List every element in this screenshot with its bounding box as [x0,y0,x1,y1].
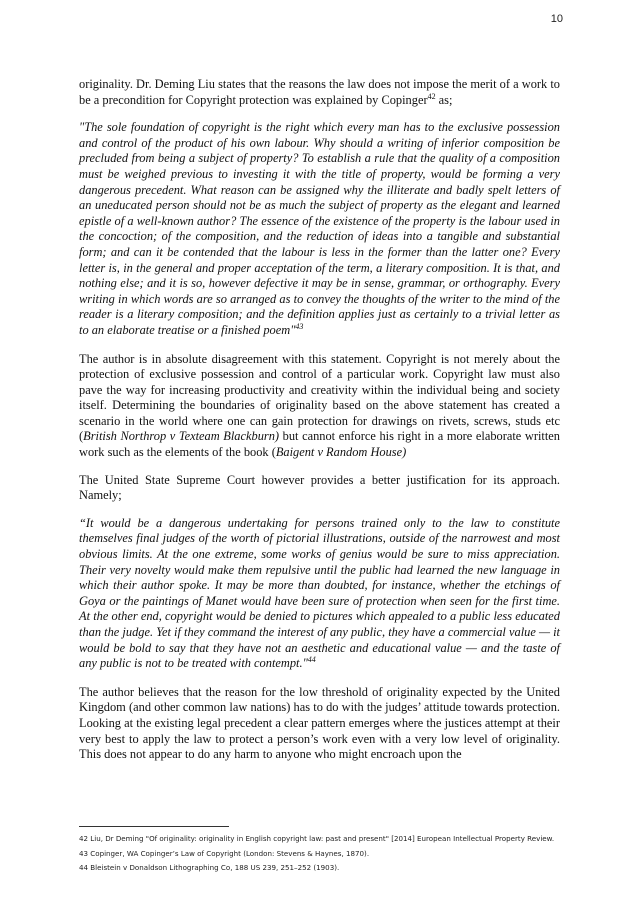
paragraph-intro [79,77,560,108]
footnote-42: 42 Liu, Dr Deming "Of originality: originality in English copyright law: past and present" [2014] European Intellectual Property Review. [79,834,555,843]
footnote-43: 43 Copinger, WA Copinger’s Law of Copyright (London: Stevens & Haynes, 1870). [79,848,370,858]
page-number: 10 [550,13,563,25]
body-text [79,77,560,775]
paragraph-disagreement-cont: but cannot enforce his right in a more elaborate written work such as the elements of the book ( [79,429,560,460]
bleistein-quote [79,516,560,672]
footnote-44: 44 Bleistein v Donaldson Lithographing Co, 188 US 239, 251–252 (1903). [79,863,340,872]
paragraph-intro-text: originality. Dr. Deming Liu states that the reasons the law does not impose the merit of a work to be a precondition for Copyright protection was explained by Copinger [79,77,560,107]
paragraph-disagreement-text: The author is in absolute disagreement with this statement. Copyright is not merely about the protection of exclusive possession and control of a particular work. Copyright law must also pave the way for increasing productivity and creativity within the individual being and society itself. Determining the boundaries of originality based on the above statement has created a scenario in the world where one can gain protection for drawings on rivets, screws, studs etc ( [79,351,560,444]
footnote-ref-43[interactable]: 43 [295,321,304,331]
paragraph-supreme-court: The United State Supreme Court however provides a better justification for its approach. Namely; [79,472,560,503]
footnote-separator [79,826,229,827]
paragraph-threshold: The author believes that the reason for the low threshold of originality expected by the United Kingdom (and other common law nations) has to do with the judges’ attitude towards protection. Looking at the existing legal precedent a clear pattern emerges where the justices attempt at their very best to apply the law to protect a person’s work even with a very low level of originality. This does not appear to do any harm to anyone who might encroach upon the [79,684,560,762]
footnotes [79,832,560,876]
paragraph-intro-end: as; [435,92,453,107]
case-name-baigent: Baigent v Random House) [275,445,407,460]
case-name-british-northrop: British Northrop v Texteam Blackburn) [83,429,280,444]
copinger-quote [79,120,560,338]
copinger-quote-text: "The sole foundation of copyright is the right which every man has to the exclusive possession and control of the product of his own labour. Why should a writing of inferior composition be precluded from being a subject of property? To establish a rule that the quality of a composition must be weighed previous to investing it with the title of property, would be forming a very dangerous precedent. What reason can be assigned why the illiterate and badly spelt letters of an uneducated person should not be as much the subject of property as the elegant and learned epistle of a well-known author? The essence of the existence of the property is the labour used in the concoction; of the composition, and the reduction of ideas into a tangible and substantial form; and can it be contended that the labour is less in the former than the latter one? Every letter is, in the general and proper acceptation of the term, a literary composition. It is that, and nothing else; and it is so, however defective it may be in sense, grammar, or orthography. Every writing in which words are so arranged as to convey the thoughts of the writer to the mind of the reader is a literary composition; and the definition applies just as certainly to a trivial letter as to an elaborate treatise or a finished poem" [79,120,560,337]
footnote-ref-42[interactable]: 42 [427,91,436,101]
paragraph-disagreement [79,352,560,461]
footnote-ref-44[interactable]: 44 [307,655,316,665]
bleistein-quote-text: “It would be a dangerous undertaking for persons trained only to the law to constitute themselves final judges of the worth of pictorial illustrations, outside of the narrowest and most obvious limits. At the one extreme, some works of genius would be sure to miss appreciation. Their very novelty would make them repulsive until the public had learned the new language in which their author spoke. It may be more than doubted, for instance, whether the etchings of Goya or the paintings of Manet would have been sure of protection when seen for the first time. At the other end, copyright would be denied to pictures which appealed to a public less educated than the judge. Yet if they command the interest of any public, they have a commercial value — it would be bold to say that they have not an aesthetic and educational value — and the taste of any public is not to be treated with contempt." [79,515,560,671]
